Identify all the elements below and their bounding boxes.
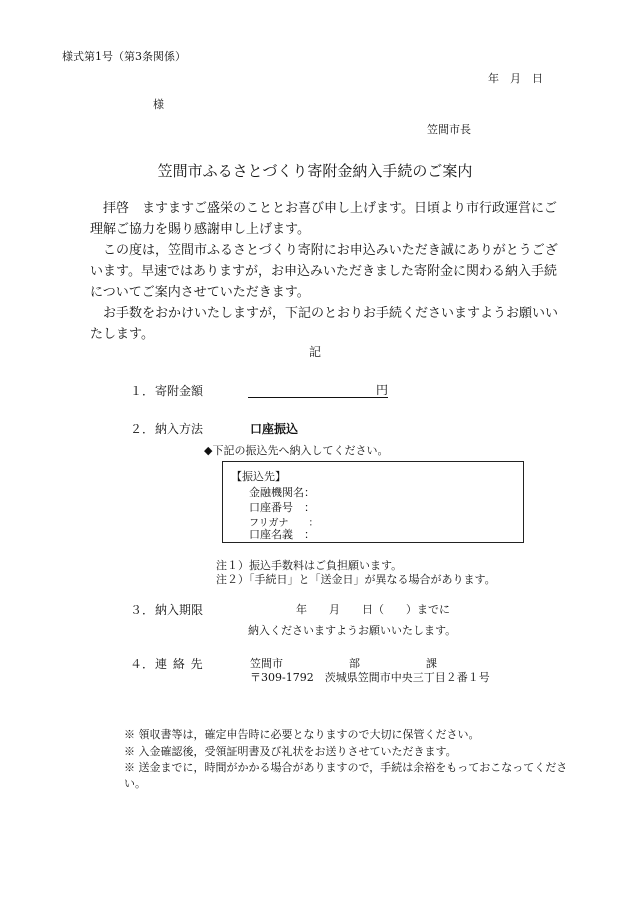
account-box-heading: 【振込先】 bbox=[231, 470, 286, 483]
remark-3: ※ 送金までに，時間がかかる場合がありますので，手続は余裕をもっておこなってください。 bbox=[124, 761, 568, 790]
furigana-label: フリガナ ： bbox=[249, 518, 319, 529]
method-label: 納入方法 bbox=[155, 422, 204, 436]
deadline-line2: 納入くださいますようお願いいたします。 bbox=[248, 624, 457, 637]
contact-org: 笠間市 部 課 bbox=[250, 657, 437, 670]
account-box bbox=[222, 461, 524, 543]
item-1-number: １． bbox=[130, 384, 155, 398]
amount-underline bbox=[248, 397, 388, 398]
note-2: 注２）「手続日」と「送金日」が異なる場合があります。 bbox=[216, 573, 496, 586]
bank-name-label: 金融機関名： bbox=[249, 486, 315, 499]
sender: 笠間市長 bbox=[427, 123, 471, 136]
account-holder-label: 口座名義 ： bbox=[249, 528, 315, 541]
amount-unit: 円 bbox=[376, 383, 389, 397]
item-3-number: ３． bbox=[130, 603, 155, 617]
deadline-label: 納入期限 bbox=[155, 603, 204, 617]
body-paragraph-2: この度は，笠間市ふるさとづくり寄附にお申込みいただき誠にありがとうございます。早速ではありますが，お申込みいただきました寄附金に関わる納入手続についてご案内させていただきます。 bbox=[90, 243, 558, 300]
body-paragraph-3: お手数をおかけいたしますが，下記のとおりお手続くださいますようお願いいたします。 bbox=[90, 306, 559, 342]
date-line: 年 月 日 bbox=[488, 72, 543, 85]
account-number-label: 口座番号 ： bbox=[249, 501, 315, 514]
contact-address: 〒309-1792 茨城県笠間市中央三丁目２番１号 bbox=[250, 671, 490, 684]
method-note: ◆下記の振込先へ納入してください。 bbox=[204, 444, 389, 457]
deadline-date: 年 月 日（ ）までに bbox=[296, 603, 450, 616]
addressee-suffix: 様 bbox=[153, 98, 164, 111]
note-1: 注１）振込手数料はご負担願います。 bbox=[216, 559, 403, 572]
body-paragraph-1: 拝啓 ますますご盛栄のこととお喜び申し上げます。日頃より市行政運営にご理解ご協力を賜り感謝申し上げます。 bbox=[90, 201, 557, 237]
item-2-number: ２． bbox=[130, 422, 155, 436]
amount-label: 寄附金額 bbox=[155, 384, 204, 398]
item-4-number: ４． bbox=[130, 657, 155, 671]
ki-heading: 記 bbox=[309, 345, 322, 359]
remark-1: ※ 領収書等は，確定申告時に必要となりますので大切に保管ください。 bbox=[124, 728, 480, 741]
form-number: 様式第1号（第3条関係） bbox=[62, 50, 186, 63]
contact-label: 連 絡 先 bbox=[155, 657, 204, 671]
remark-2: ※ 入金確認後，受領証明書及び礼状をお送りさせていただきます。 bbox=[124, 745, 457, 758]
method-value: 口座振込 bbox=[250, 422, 299, 436]
page-title: 笠間市ふるさとづくり寄附金納入手続のご案内 bbox=[157, 162, 473, 180]
